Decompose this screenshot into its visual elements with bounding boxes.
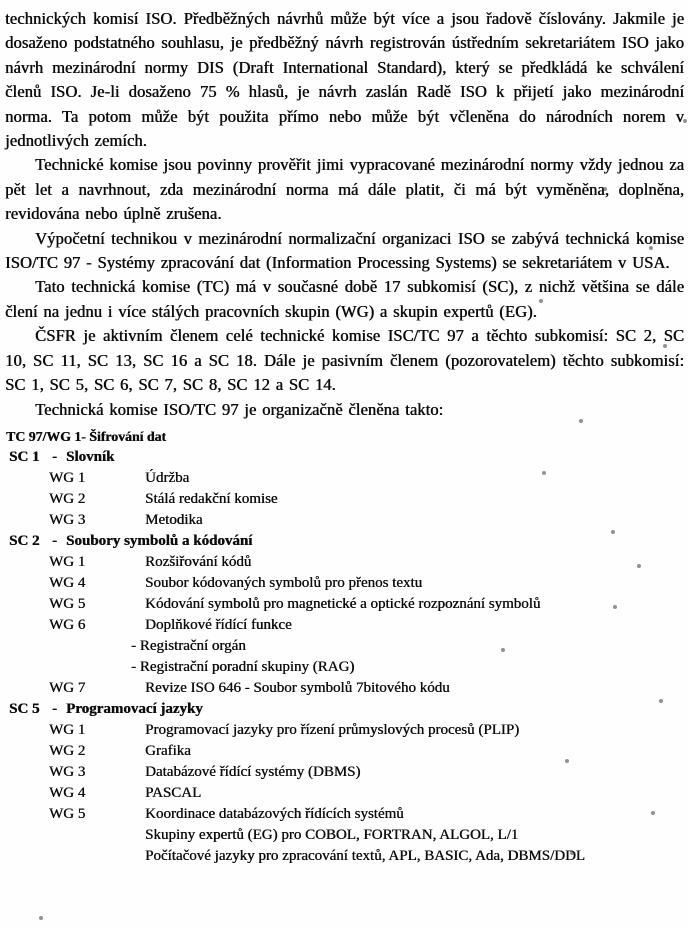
outline-row	[5, 510, 684, 531]
wg-description: PASCAL	[145, 784, 202, 801]
sub-item: Skupiny expertů (EG) pro COBOL, FORTRAN, ALGOL, L/1	[145, 826, 519, 843]
wg-label: WG 4	[49, 784, 86, 801]
wg-label: WG 6	[49, 616, 86, 633]
wg-description: Grafika	[145, 742, 191, 759]
sub-item: - Registrační orgán	[131, 637, 246, 654]
outline-row	[5, 783, 684, 804]
outline-row	[5, 846, 684, 867]
wg-label: WG 2	[49, 742, 86, 759]
wg-label: WG 2	[49, 490, 86, 507]
wg-label: WG 1	[49, 553, 86, 570]
wg-label: WG 1	[49, 469, 86, 486]
paragraph: technických komisí ISO. Předběžných návrhů může být více a jsou řadově číslovány. Jakmile je dosaženo podstatného souhlasu, je předběžný návrh registrován ústředním sekretariátem ISO jako návrh mezinárodní normy DIS (Draft International Standard), který se předkládá ke schválení členů ISO. Je-li dosaženo 75 % hlasů, je návrh zaslán Radě ISO k přijetí jako mezinárodní norma. Ta potom může být použita přímo nebo může být včleněna do národních norem v jednotlivých zemích.	[5, 9, 684, 151]
outline-row	[5, 636, 684, 657]
sc-code: SC 1	[9, 448, 40, 465]
dash-separator: -	[52, 532, 57, 549]
outline-row	[5, 657, 684, 678]
wg-description: Stálá redakční komise	[145, 490, 278, 507]
body-text-block	[5, 7, 684, 422]
paragraph: Technická komise ISO/TC 97 je organizačně členěna takto:	[35, 399, 444, 419]
sc-code: SC 5	[9, 700, 40, 717]
outline-row	[5, 741, 684, 762]
sc-title: Soubory symbolů a kódování	[66, 532, 253, 549]
wg-description: Databázové řídící systémy (DBMS)	[145, 763, 361, 780]
sc-code: SC 2	[9, 532, 40, 549]
wg-description: Kódování symbolů pro magnetické a optické rozpoznání symbolů	[145, 595, 541, 612]
paragraph: ČSFR je aktivním členem celé technické komise ISC/TC 97 a těchto subkomisí: SC 2, SC 10, SC 11, SC 13, SC 16 a SC 18. Dále je pasivním členem (pozorovatelem) těchto subkomisí: SC 1, SC 5, SC 6, SC 7, SC 8, SC 12 a SC 14.	[5, 326, 684, 395]
wg-description: Programovací jazyky pro řízení průmyslových procesů (PLIP)	[145, 721, 520, 738]
wg-label: WG 5	[49, 805, 86, 822]
outline-row	[5, 720, 684, 741]
wg-description: Revize ISO 646 - Soubor symbolů 7bitového kódu	[145, 679, 450, 696]
outline-row	[5, 615, 684, 636]
outline-row	[5, 825, 684, 846]
wg-label: WG 3	[49, 511, 86, 528]
outline-row	[5, 552, 684, 573]
paragraph: Technické komise jsou povinny prověřit jimi vypracované mezinárodní normy vždy jednou za pět let a navrhnout, zda mezinárodní norma má dále platit, či má být vyměněna, doplněna, revidována nebo úplně zrušena.	[5, 155, 684, 224]
sub-item: - Registrační poradní skupiny (RAG)	[131, 658, 355, 675]
outline-row	[5, 573, 684, 594]
section-header-sc5	[5, 699, 684, 720]
sc-title: Slovník	[66, 448, 115, 465]
section-header-sc2	[5, 531, 684, 552]
wg-label: WG 3	[49, 763, 86, 780]
scan-noise-specks	[0, 0, 2, 2]
outline-row	[5, 762, 684, 783]
wg-label: WG 4	[49, 574, 86, 591]
outline-row	[5, 594, 684, 615]
wg-description: Koordinace databázových řídících systémů	[145, 805, 404, 822]
wg-description: Soubor kódovaných symbolů pro přenos textu	[145, 574, 423, 591]
outline-row	[5, 468, 684, 489]
sub-item: Počítačové jazyky pro zpracování textů, APL, BASIC, Ada, DBMS/DDL	[145, 847, 585, 864]
committee-outline	[5, 427, 684, 867]
wg-label: WG 5	[49, 595, 86, 612]
wg-label: WG 1	[49, 721, 86, 738]
section-header-sc1	[5, 447, 684, 468]
dash-separator: -	[52, 700, 57, 717]
wg-description: Doplňkové řídící funkce	[145, 616, 292, 633]
sc-title: Programovací jazyky	[66, 700, 203, 717]
outline-row	[5, 489, 684, 510]
wg-description: Metodika	[145, 511, 203, 528]
dash-separator: -	[52, 448, 57, 465]
tc-heading: TC 97/WG 1- Šifrování dat	[6, 428, 166, 444]
wg-label: WG 7	[49, 679, 86, 696]
paragraph: Tato technická komise (TC) má v současné době 17 subkomisí (SC), z nichž většina se dále člení na jednu i více stálých pracovních skupin (WG) a skupin expertů (EG).	[5, 277, 684, 321]
outline-row	[5, 678, 684, 699]
outline-row	[5, 804, 684, 825]
wg-description: Rozšiřování kódů	[145, 553, 252, 570]
wg-description: Údržba	[145, 469, 190, 486]
paragraph: Výpočetní technikou v mezinárodní normalizační organizaci ISO se zabývá technická komise ISO/TC 97 - Systémy zpracování dat (Information Processing Systems) se sekretariátem v USA.	[5, 228, 684, 273]
